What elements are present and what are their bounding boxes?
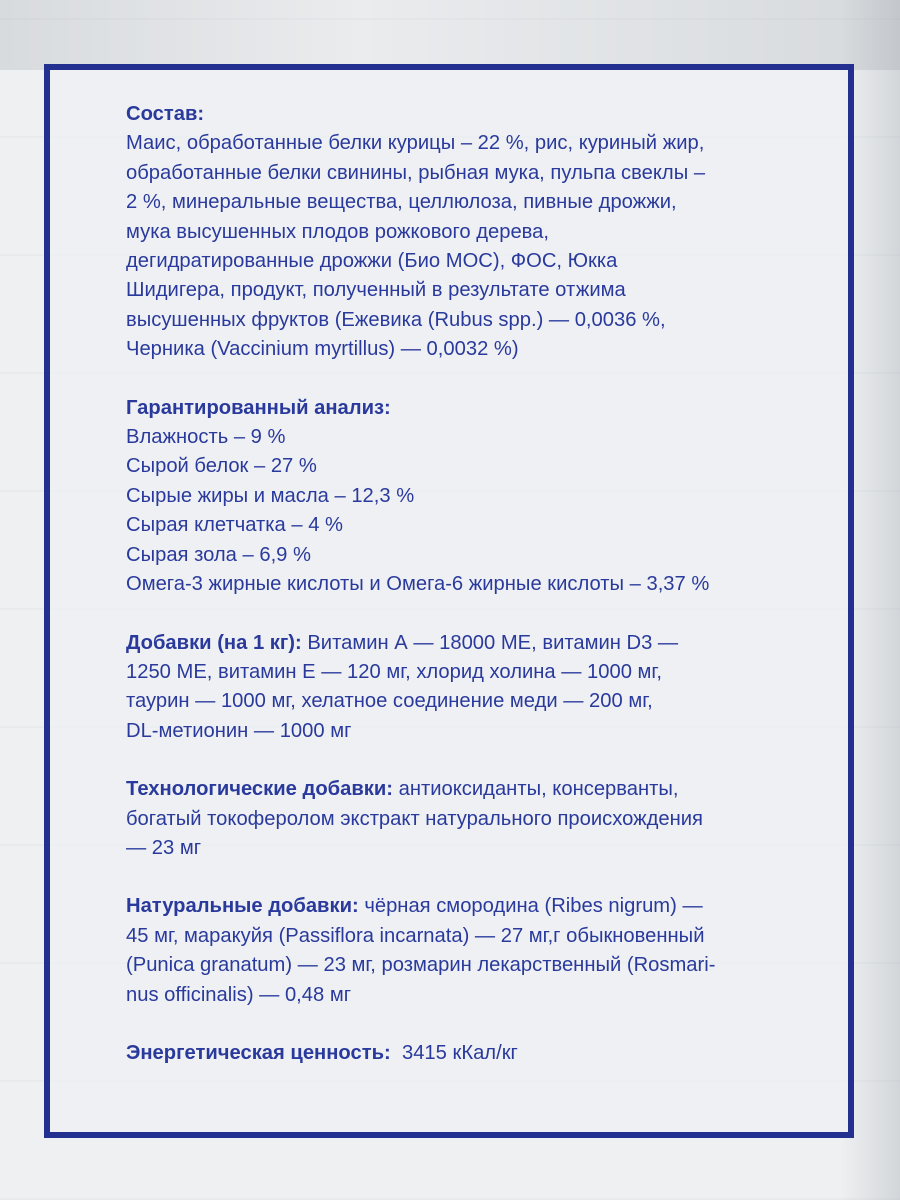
natural-additives-first-line <box>126 892 796 921</box>
analysis-heading: Гарантированный анализ: <box>126 396 391 419</box>
tech-additives-line: богатый токоферолом экстракт натурального происхождения <box>126 807 703 830</box>
composition-line: высушенных фруктов (Ежевика (Rubus spp.) — 0,0036 %, <box>126 308 666 331</box>
composition-line: Черника (Vaccinium myrtillus) — 0,0032 %) <box>126 338 519 361</box>
additives-text: Витамин А — 18000 МЕ, витамин D3 — <box>301 631 679 654</box>
natural-additives-label: Натуральные добавки: <box>126 895 359 918</box>
background-shadow-top <box>0 0 900 70</box>
analysis-line: Сырой белок – 27 % <box>126 455 317 478</box>
analysis-line: Сырая клетчатка – 4 % <box>126 514 344 537</box>
natural-additives-line: 45 мг, маракуйя (Passiflora incarnata) — 27 мг,г обыкновенный <box>126 924 705 947</box>
ingredients-text <box>126 100 796 1097</box>
natural-additives-section <box>126 892 796 1010</box>
composition-line: обработанные белки свинины, рыбная мука, пульпа свеклы – <box>126 161 706 184</box>
composition-line: дегидратированные дрожжи (Био МОС), ФОС, Юкка <box>126 250 618 273</box>
additives-line: таурин — 1000 мг, хелатное соединение меди — 200 мг, <box>126 690 653 713</box>
composition-line: Шидигера, продукт, полученный в результате отжима <box>126 279 626 302</box>
analysis-line: Омега-3 жирные кислоты и Омега-6 жирные кислоты – 3,37 % <box>126 573 710 596</box>
composition-line: 2 %, минеральные вещества, целлюлоза, пивные дрожжи, <box>126 191 677 214</box>
tech-additives-first-line <box>126 775 796 804</box>
tech-additives-text: антиоксиданты, консерванты, <box>393 778 679 801</box>
energy-value: 3415 кКал/кг <box>390 1041 518 1064</box>
additives-section <box>126 629 796 747</box>
analysis-line: Влажность – 9 % <box>126 426 286 449</box>
composition-heading: Состав: <box>126 103 205 125</box>
natural-additives-line: (Punica granatum) — 23 мг, розмарин лекарственный (Rosmari- <box>126 954 716 977</box>
tech-additives-label: Технологические добавки: <box>126 778 393 801</box>
additives-first-line <box>126 629 796 658</box>
composition-line: мука высушенных плодов рожкового дерева, <box>126 220 550 243</box>
energy-section <box>126 1039 796 1068</box>
analysis-line: Сырая зола – 6,9 % <box>126 543 311 566</box>
natural-additives-line: nus officinalis) — 0,48 мг <box>126 983 352 1006</box>
composition-section <box>126 100 796 365</box>
energy-label: Энергетическая ценность: <box>126 1041 391 1064</box>
additives-label: Добавки (на 1 кг): <box>126 631 302 654</box>
analysis-section <box>126 394 796 600</box>
additives-line: DL-метионин — 1000 мг <box>126 719 352 742</box>
energy-line <box>126 1039 796 1068</box>
tech-additives-line: — 23 мг <box>126 836 202 859</box>
composition-line: Маис, обработанные белки курицы – 22 %, рис, куриный жир, <box>126 132 705 155</box>
tech-additives-section <box>126 775 796 863</box>
analysis-line: Сырые жиры и масла – 12,3 % <box>126 484 415 507</box>
additives-line: 1250 МЕ, витамин Е — 120 мг, хлорид холина — 1000 мг, <box>126 660 662 683</box>
natural-additives-text: чёрная смородина (Ribes nigrum) — <box>358 895 703 918</box>
